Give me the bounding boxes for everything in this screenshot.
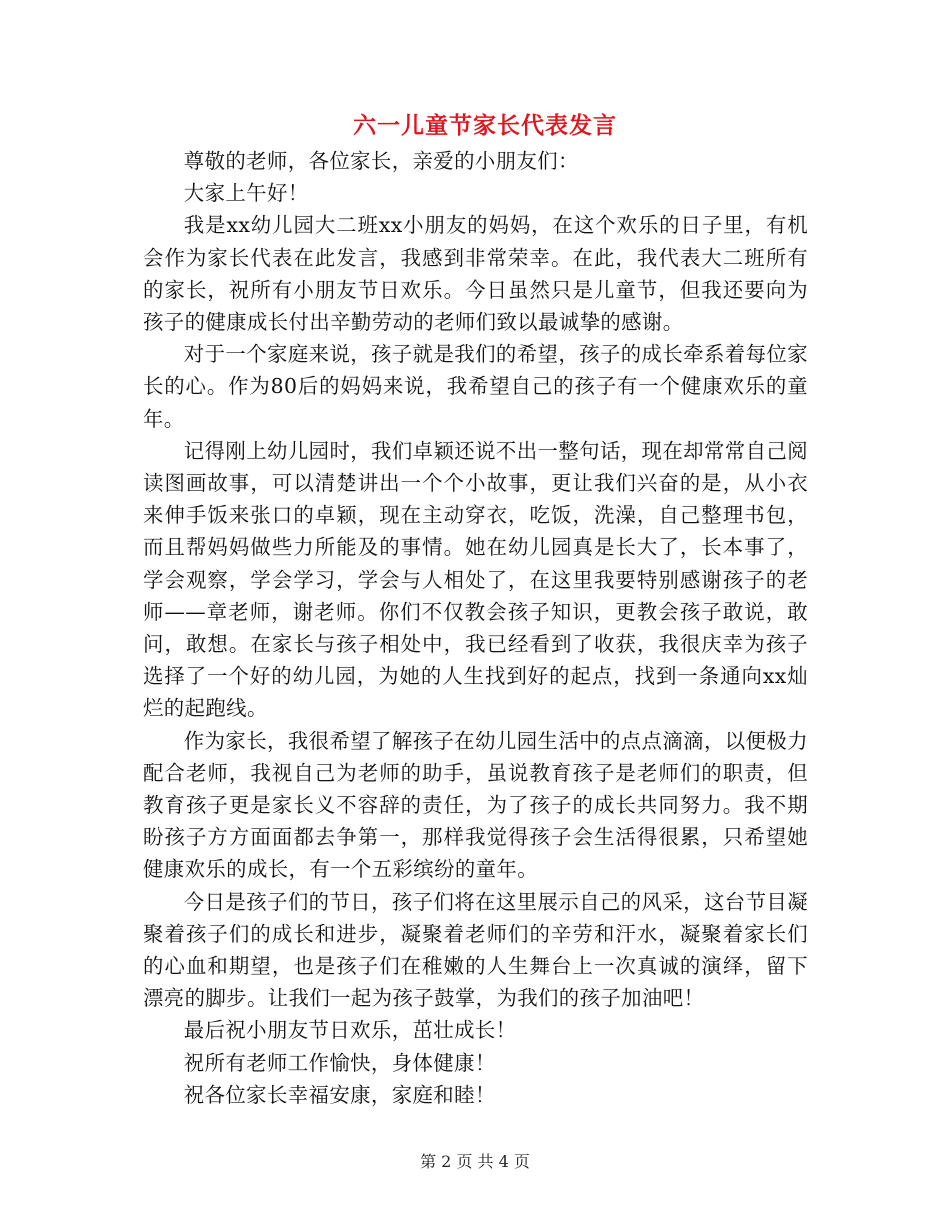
page-number-footer: 第 2 页 共 4 页 [420, 1152, 530, 1171]
paragraph-growth: 记得刚上幼儿园时，我们卓颖还说不出一整句话，现在却常常自己阅读图画故事，可以清楚讲出一个个小故事，更让我们兴奋的是，从小衣来伸手饭来张口的卓颖，现在主动穿衣，吃饭，洗澡，自己整理书包，而且帮妈妈做些力所能及的事情。她在幼儿园真是长大了，长本事了，学会观察，学会学习，学会与人相处了，在这里我要特别感谢孩子的老师——章老师，谢老师。你们不仅教会孩子知识，更教会孩子敢说，敢问，敢想。在家长与孩子相处中，我已经看到了收获，我很庆幸为孩子选择了一个好的幼儿园，为她的人生找到好的起点，找到一条通向xx灿烂的起跑线。 [143, 438, 808, 721]
document-title: 六一儿童节家长代表发言 [353, 112, 617, 139]
paragraph-family-hope: 对于一个家庭来说，孩子就是我们的希望，孩子的成长牵系着每位家长的心。作为80后的妈妈来说，我希望自己的孩子有一个健康欢乐的童年。 [143, 342, 808, 431]
closing-wish-teachers: 祝所有老师工作愉快，身体健康！ [183, 1050, 496, 1075]
document-body [143, 145, 808, 1111]
paragraph-introduction: 我是xx幼儿园大二班xx小朋友的妈妈，在这个欢乐的日子里，有机会作为家长代表在此发言，我感到非常荣幸。在此，我代表大二班所有的家长，祝所有小朋友节日欢乐。今日虽然只是儿童节，但我还要向为孩子的健康成长付出辛勤劳动的老师们致以最诚挚的感谢。 [143, 213, 808, 335]
closing-wish-children: 最后祝小朋友节日欢乐，茁壮成长！ [183, 1018, 517, 1043]
paragraph-parent-role: 作为家长，我很希望了解孩子在幼儿园生活中的点点滴滴，以便极力配合老师，我视自己为老师的助手，虽说教育孩子是老师们的职责，但教育孩子更是家长义不容辞的责任，为了孩子的成长共同努力。我不期盼孩子方方面面都去争第一，那样我觉得孩子会生活得很累，只希望她健康欢乐的成长，有一个五彩缤纷的童年。 [143, 728, 808, 882]
greeting: 大家上午好！ [183, 181, 309, 206]
closing-wish-parents: 祝各位家长幸福安康，家庭和睦！ [183, 1082, 496, 1107]
paragraph-festival: 今日是孩子们的节日，孩子们将在这里展示自己的风采，这台节目凝聚着孩子们的成长和进步，凝聚着老师们的辛劳和汗水，凝聚着家长们的心血和期望，也是孩子们在稚嫩的人生舞台上一次真诚的演绎，留下漂亮的脚步。让我们一起为孩子鼓掌，为我们的孩子加油吧！ [143, 889, 808, 1011]
salutation: 尊敬的老师，各位家长，亲爱的小朋友们： [183, 149, 579, 173]
